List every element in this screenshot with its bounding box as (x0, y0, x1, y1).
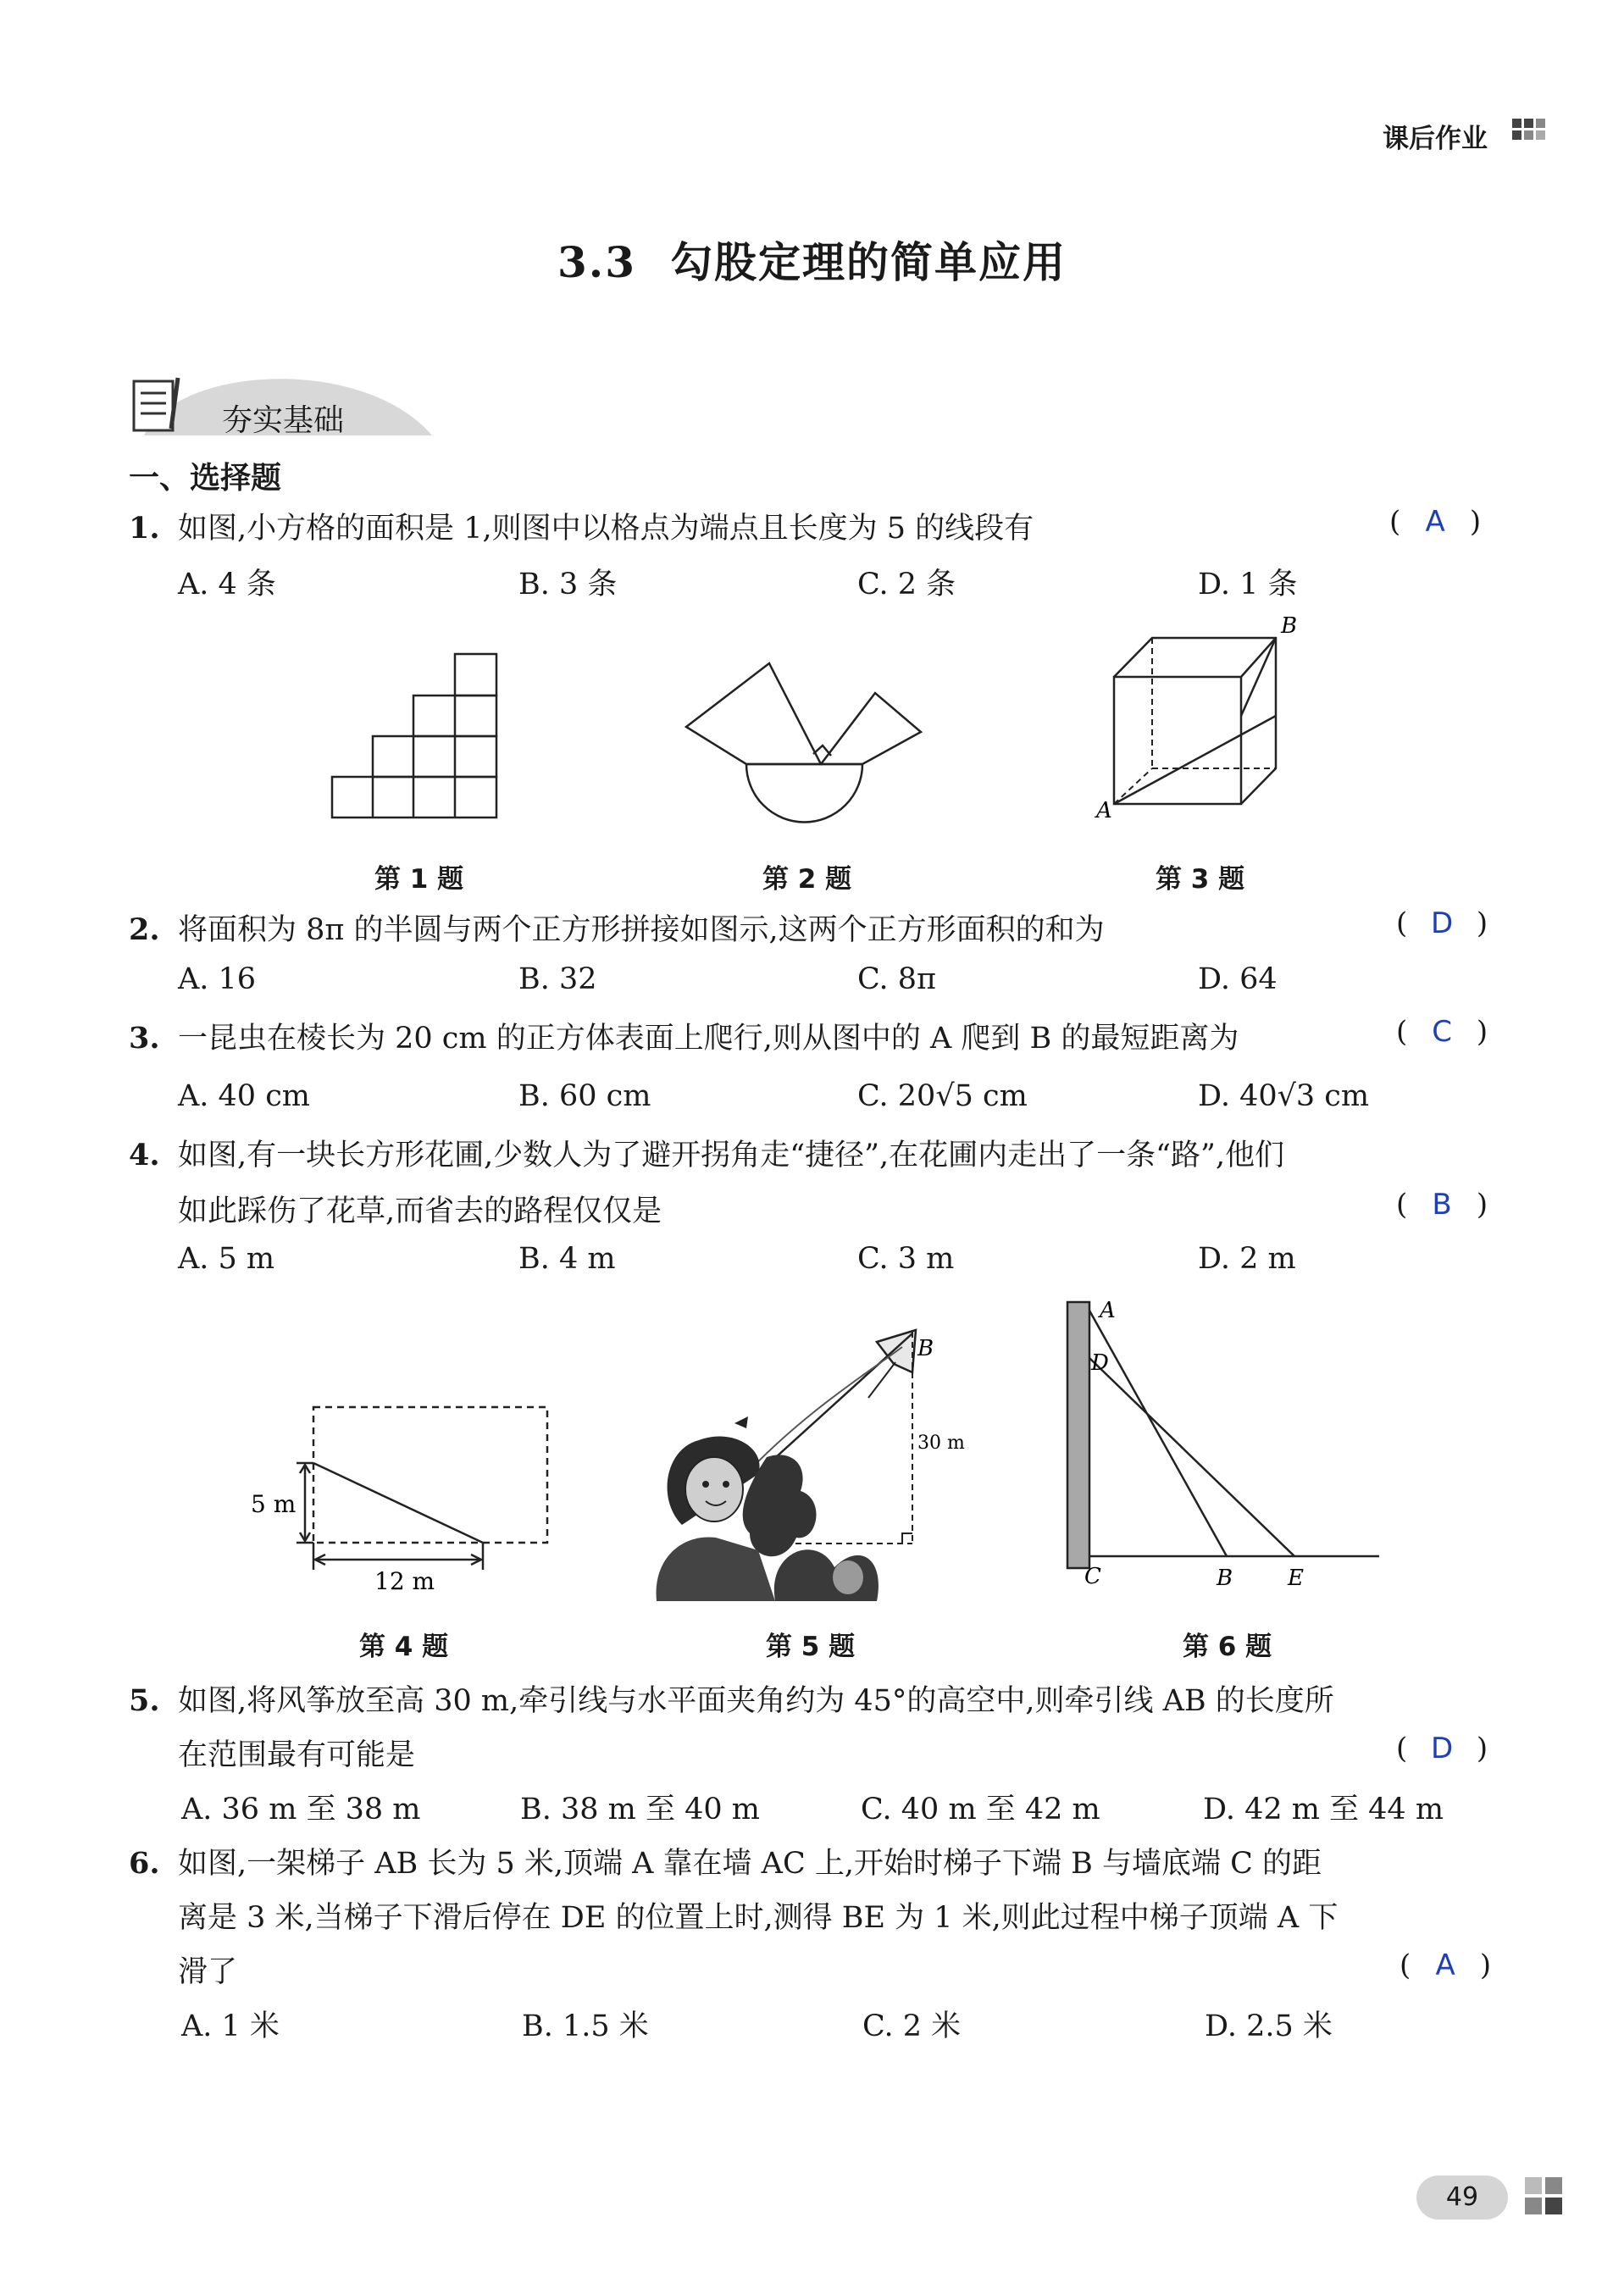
bird-icon (734, 1416, 748, 1428)
notebook-icon (134, 378, 178, 430)
answer-4: ( B ) (1396, 1188, 1488, 1222)
fig6-label-d: D (1091, 1350, 1109, 1376)
q5-option-b: B. 38 m 至 40 m (520, 1793, 760, 1826)
part-heading: 一、选择题 (129, 461, 282, 496)
q3-option-b: B. 60 cm (518, 1079, 651, 1113)
q4-option-b: B. 4 m (518, 1242, 616, 1276)
figure-1-staircase (330, 646, 500, 819)
header-label: 课后作业 (1383, 124, 1488, 154)
question-6: 6. 如图,一架梯子 AB 长为 5 米,顶端 A 靠在墙 AC 上,开始时梯子下端 B 与墙底端 C 的距 (129, 1846, 1322, 1881)
section-label: 夯实基础 (222, 403, 345, 438)
caption-fig-1: 第 1 题 (374, 864, 464, 895)
q5-option-d: D. 42 m 至 44 m (1203, 1793, 1444, 1826)
caption-fig-4: 第 4 题 (359, 1632, 449, 1662)
figure-4-garden (246, 1402, 559, 1597)
q4-option-d: D. 2 m (1198, 1242, 1296, 1276)
question-5-line-2: 在范围最有可能是 (178, 1738, 416, 1772)
q5-option-c: C. 40 m 至 42 m (861, 1793, 1100, 1826)
page-number: 49 (1416, 2175, 1508, 2220)
figure-6-ladder (1057, 1292, 1388, 1597)
figure-5-kite (648, 1322, 970, 1601)
q3-option-c: C. 20√5 cm (857, 1079, 1028, 1113)
q2-option-b: B. 32 (518, 962, 597, 996)
question-2: 2. 将面积为 8π 的半圆与两个正方形拼接如图示,这两个正方形面积的和为 (129, 912, 1105, 947)
q4-option-a: A. 5 m (178, 1242, 275, 1276)
q2-option-a: A. 16 (178, 962, 257, 996)
q6-option-c: C. 2 米 (862, 2009, 962, 2043)
boy-illustration (657, 1437, 879, 1601)
caption-fig-2: 第 2 题 (762, 864, 852, 895)
caption-fig-6: 第 6 题 (1183, 1632, 1272, 1662)
q1-option-a: A. 4 条 (178, 568, 276, 601)
q2-option-d: D. 64 (1198, 962, 1278, 996)
q3-option-a: A. 40 cm (178, 1079, 310, 1113)
fig4-width-label: 12 m (374, 1567, 435, 1595)
fig3-label-b: B (1281, 614, 1298, 639)
question-4: 4. 如图,有一块长方形花圃,少数人为了避开拐角走“捷径”,在花圃内走出了一条“路”,他们 (129, 1138, 1285, 1172)
fig6-label-b: B (1217, 1566, 1233, 1591)
q2-option-c: C. 8π (857, 962, 937, 996)
q1-option-c: C. 2 条 (857, 568, 956, 601)
header-grid-icon (1512, 119, 1555, 144)
q1-option-b: B. 3 条 (518, 568, 618, 601)
q6-option-d: D. 2.5 米 (1205, 2009, 1333, 2043)
q4-option-c: C. 3 m (857, 1242, 955, 1276)
q5-option-a: A. 36 m 至 38 m (181, 1793, 421, 1826)
question-3: 3. 一昆虫在棱长为 20 cm 的正方体表面上爬行,则从图中的 A 爬到 B 的最短距离为 (129, 1021, 1239, 1056)
caption-fig-3: 第 3 题 (1156, 864, 1245, 895)
fig6-label-a: A (1100, 1298, 1116, 1323)
question-6-line-2: 离是 3 米,当梯子下滑后停在 DE 的位置上时,测得 BE 为 1 米,则此过程中梯子顶端 A 下 (178, 1901, 1339, 1935)
page-title: 3.3 勾股定理的简单应用 (557, 237, 1067, 287)
fig6-label-e: E (1288, 1566, 1304, 1591)
q1-option-d: D. 1 条 (1198, 568, 1298, 601)
figure-3-cube (1093, 614, 1305, 826)
q6-option-a: A. 1 米 (181, 2009, 280, 2043)
answer-6: ( A ) (1400, 1948, 1492, 1982)
answer-2: ( D ) (1396, 906, 1488, 940)
fig4-height-label: 5 m (251, 1490, 297, 1518)
answer-1: ( A ) (1389, 505, 1482, 539)
fig3-label-a: A (1096, 798, 1112, 823)
answer-3: ( C ) (1396, 1015, 1488, 1049)
q3-option-d: D. 40√3 cm (1198, 1079, 1370, 1113)
question-6-line-3: 滑了 (178, 1955, 238, 1989)
q6-option-b: B. 1.5 米 (522, 2009, 649, 2043)
footer-grid-icon (1525, 2177, 1567, 2220)
figure-2-squares-semicircle (682, 659, 928, 837)
fig5-height-label: 30 m (917, 1433, 965, 1454)
question-5: 5. 如图,将风筝放至高 30 m,牵引线与水平面夹角约为 45°的高空中,则牵引线 AB 的长度所 (129, 1683, 1334, 1718)
kite-icon (868, 1330, 916, 1398)
fig6-label-c: C (1084, 1564, 1101, 1589)
caption-fig-5: 第 5 题 (766, 1632, 856, 1662)
question-1: 1. 如图,小方格的面积是 1,则图中以格点为端点且长度为 5 的线段有 (129, 511, 1034, 546)
fig5-label-b: B (917, 1336, 934, 1361)
answer-5: ( D ) (1396, 1732, 1488, 1765)
question-4-line-2: 如此踩伤了花草,而省去的路程仅仅是 (178, 1194, 662, 1228)
